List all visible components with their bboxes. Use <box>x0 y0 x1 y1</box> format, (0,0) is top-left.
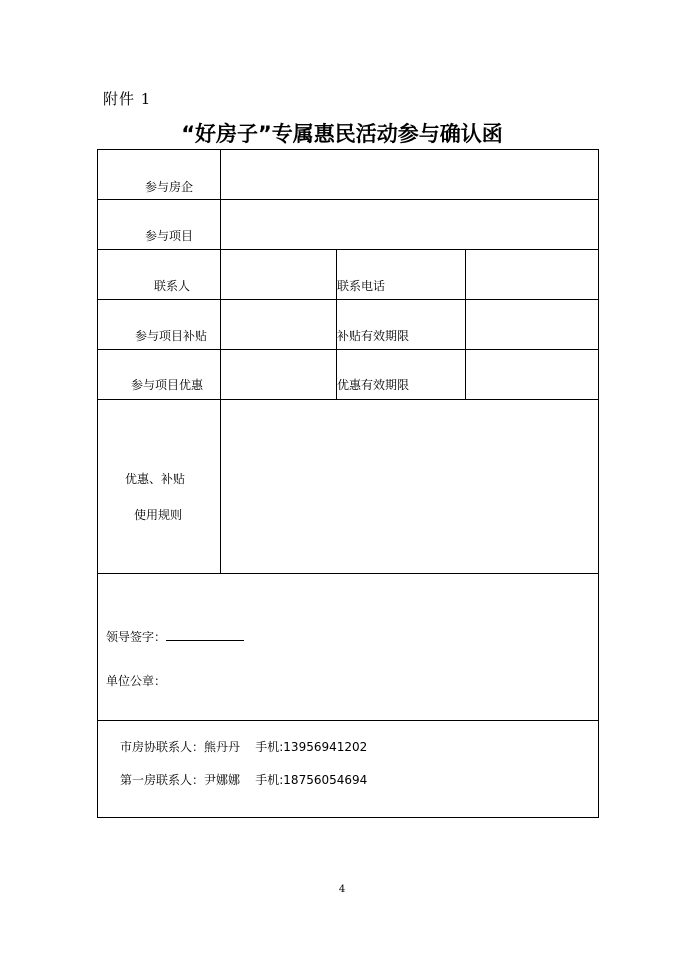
discount-label: 参与项目优惠 <box>131 378 204 392</box>
phone-label: 联系电话 <box>337 279 386 293</box>
row-divider <box>98 399 598 400</box>
rules-label-line2: 使用规则 <box>134 508 183 522</box>
signature-row <box>106 628 244 645</box>
footer-contact-1: 市房协联系人：熊丹丹 手机:13956941202 <box>120 740 368 754</box>
discount-period-label: 优惠有效期限 <box>337 378 410 392</box>
project-label: 参与项目 <box>145 229 194 243</box>
row-divider <box>98 720 598 721</box>
contact-label: 联系人 <box>154 279 191 293</box>
confirmation-form-table <box>97 149 599 818</box>
subsidy-label: 参与项目补贴 <box>135 329 208 343</box>
rules-label-line1: 优惠、补贴 <box>125 472 186 486</box>
attachment-label: 附件 1 <box>103 90 152 108</box>
document-title: “好房子”专属惠民活动参与确认函 <box>181 122 503 146</box>
column-divider <box>465 249 466 399</box>
row-divider <box>98 249 598 250</box>
signature-line <box>166 629 244 641</box>
subsidy-period-label: 补贴有效期限 <box>337 329 410 343</box>
row-divider <box>98 299 598 300</box>
footer-contact-2: 第一房联系人：尹娜娜 手机:18756054694 <box>120 773 368 787</box>
row-divider <box>98 199 598 200</box>
seal-label: 单位公章： <box>106 674 167 688</box>
row-divider <box>98 573 598 574</box>
signature-label: 领导签字： <box>106 630 167 644</box>
column-divider <box>220 150 221 573</box>
page-number: 4 <box>338 884 346 895</box>
row-divider <box>98 349 598 350</box>
company-label: 参与房企 <box>145 180 194 194</box>
